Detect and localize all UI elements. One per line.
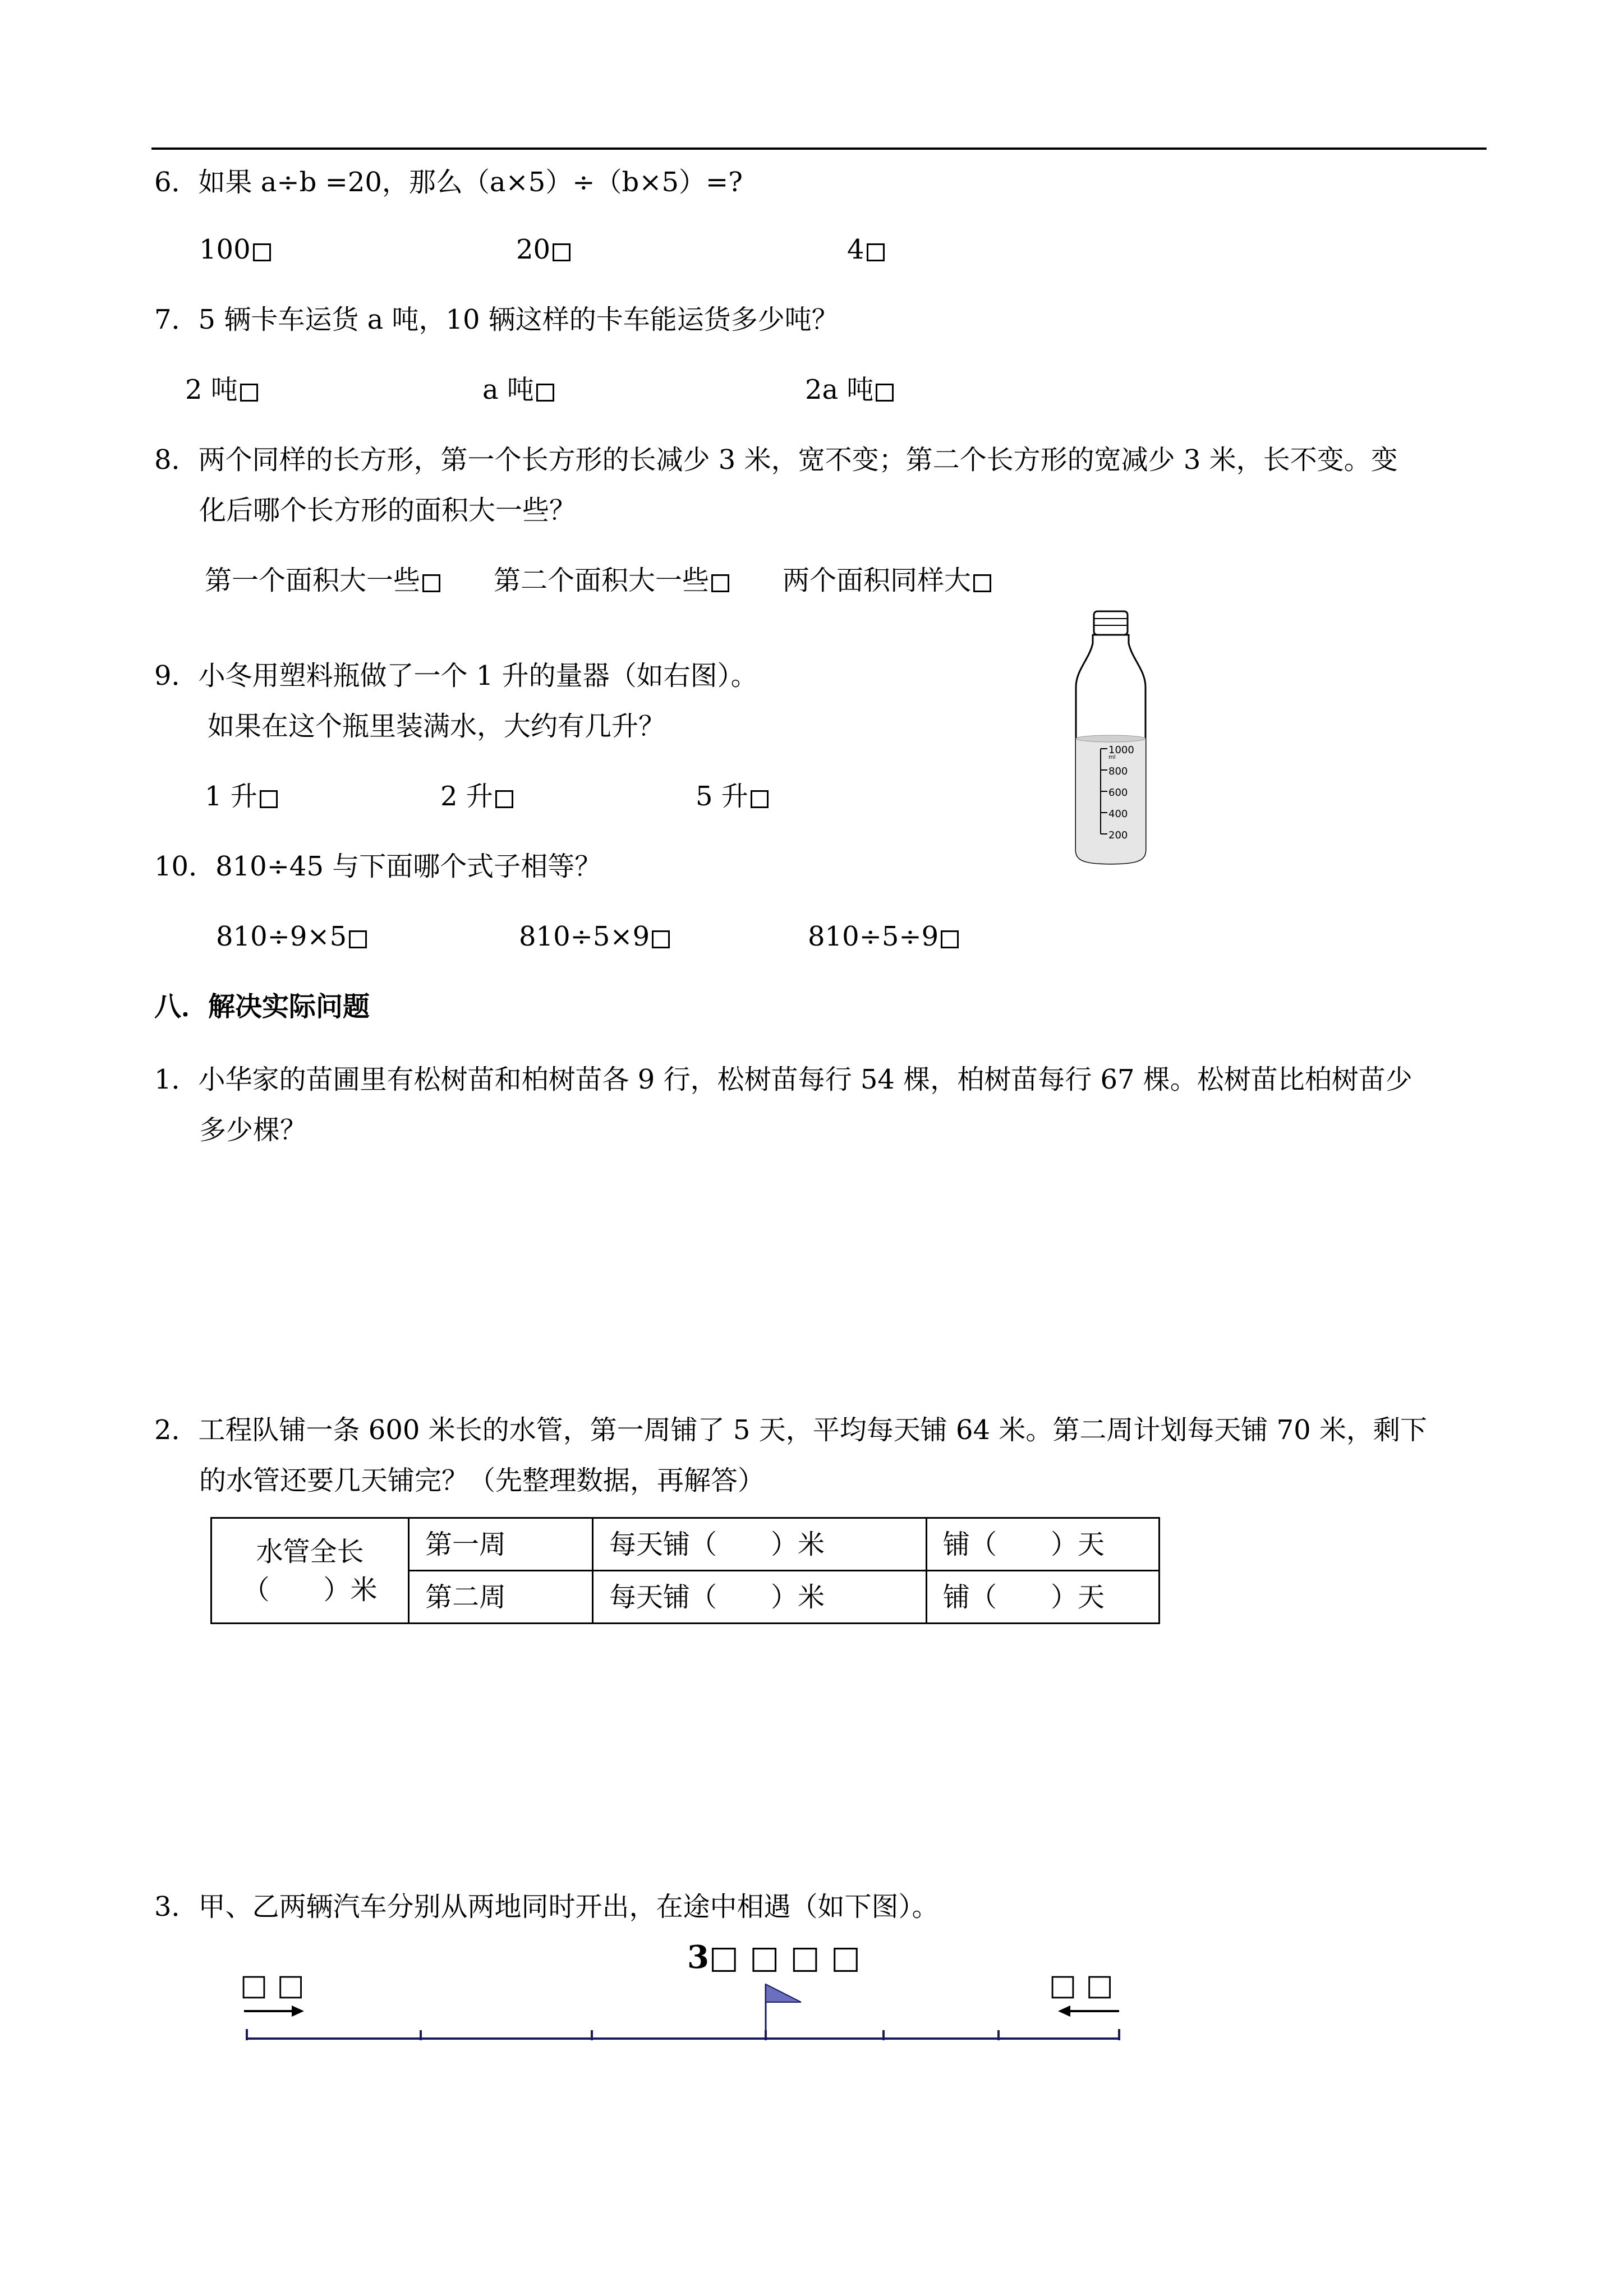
scale-label: 600 xyxy=(1108,787,1128,799)
question-6-stem: 6．如果 a÷b =20，那么（a×5）÷（b×5）=? xyxy=(154,167,743,198)
q7-option-a[interactable] xyxy=(185,373,258,407)
checkbox[interactable] xyxy=(253,243,271,261)
option-label: 2 升 xyxy=(440,781,493,812)
option-label: 20 xyxy=(516,234,551,265)
option-label: 两个面积同样大 xyxy=(783,565,972,596)
cell-blank: （ ）米 xyxy=(242,1574,378,1606)
q10-option-b[interactable] xyxy=(519,920,670,953)
days-cell[interactable]: 铺（ ）天 xyxy=(927,1518,1160,1571)
option-label: 810÷5×9 xyxy=(519,921,650,952)
checkbox[interactable] xyxy=(973,574,991,592)
section-8-title: 八．解决实际问题 xyxy=(154,991,370,1022)
left-car-label: □ □ xyxy=(240,1968,305,2002)
week-cell: 第二周 xyxy=(409,1571,593,1624)
daily-cell[interactable]: 每天铺（ ）米 xyxy=(593,1518,927,1571)
scale-label: 400 xyxy=(1108,808,1128,820)
option-label: a 吨 xyxy=(482,374,534,405)
scale-label: 200 xyxy=(1108,829,1128,841)
cell-label: 水管全长 xyxy=(256,1536,364,1567)
option-label: 2a 吨 xyxy=(805,374,874,405)
option-label: 第一个面积大一些 xyxy=(205,565,421,596)
problem-1-stem-line1: 1．小华家的苗圃里有松树苗和柏树苗各 9 行，松树苗每行 54 棵，柏树苗每行 67 棵。松树苗比柏树苗少 xyxy=(154,1064,1413,1095)
q8-option-b[interactable] xyxy=(494,564,729,597)
problem-1-stem-line2: 多少棵？ xyxy=(199,1114,307,1146)
question-8-stem-line1: 8．两个同样的长方形，第一个长方形的长减少 3 米，宽不变；第二个长方形的宽减少 3 米，长不变。变 xyxy=(154,444,1398,476)
option-label: 810÷5÷9 xyxy=(808,921,939,952)
checkbox[interactable] xyxy=(260,790,278,808)
q9-option-a[interactable] xyxy=(205,780,278,813)
checkbox[interactable] xyxy=(495,790,513,808)
question-8-stem-line2: 化后哪个长方形的面积大一些？ xyxy=(199,495,577,526)
q7-option-b[interactable] xyxy=(482,373,554,407)
q8-option-c[interactable] xyxy=(783,564,991,597)
total-length-cell[interactable] xyxy=(211,1518,409,1624)
option-label: 2 吨 xyxy=(185,374,238,405)
daily-cell[interactable]: 每天铺（ ）米 xyxy=(593,1571,927,1624)
data-table xyxy=(210,1517,1160,1624)
table-row xyxy=(211,1518,1160,1571)
problem-3-stem: 3．甲、乙两辆汽车分别从两地同时开出，在途中相遇（如下图）。 xyxy=(154,1891,939,1922)
question-7-stem: 7．5 辆卡车运货 a 吨，10 辆这样的卡车能运货多少吨？ xyxy=(154,304,839,335)
option-label: 1 升 xyxy=(205,781,257,812)
scale-unit: ml xyxy=(1108,754,1116,760)
checkbox[interactable] xyxy=(536,384,554,402)
question-10-stem: 10．810÷45 与下面哪个式子相等？ xyxy=(154,851,602,882)
checkbox[interactable] xyxy=(553,243,571,261)
q10-option-a[interactable] xyxy=(216,920,367,953)
question-9-stem-line1: 9．小冬用塑料瓶做了一个 1 升的量器（如右图）。 xyxy=(154,660,758,691)
q9-option-c[interactable] xyxy=(696,780,769,813)
bottle-cap xyxy=(1094,611,1128,635)
checkbox[interactable] xyxy=(867,243,885,261)
scale-label: 1000 xyxy=(1108,744,1134,756)
right-car-label: □ □ xyxy=(1049,1968,1114,2002)
option-label: 100 xyxy=(199,234,251,265)
checkbox[interactable] xyxy=(751,790,769,808)
meeting-diagram xyxy=(236,1940,1133,2053)
q7-option-c[interactable] xyxy=(805,373,894,407)
q6-option-a[interactable] xyxy=(199,233,271,266)
q6-option-b[interactable] xyxy=(516,233,571,266)
days-cell[interactable]: 铺（ ）天 xyxy=(927,1571,1160,1624)
problem-2-stem-line2: 的水管还要几天铺完？（先整理数据，再解答） xyxy=(199,1465,765,1496)
q10-option-c[interactable] xyxy=(808,920,959,953)
checkbox[interactable] xyxy=(349,930,367,948)
measuring-bottle-figure xyxy=(1066,608,1156,866)
flag-icon xyxy=(766,1984,801,2002)
option-label: 810÷9×5 xyxy=(216,921,347,952)
checkbox[interactable] xyxy=(876,384,894,402)
option-label: 4 xyxy=(847,234,864,265)
scale-label: 800 xyxy=(1108,766,1128,777)
arrow-head xyxy=(1058,2005,1070,2017)
checkbox[interactable] xyxy=(422,574,440,592)
header-rule xyxy=(151,147,1487,150)
arrow-head xyxy=(292,2005,304,2017)
problem-2-stem-line1: 2．工程队铺一条 600 米长的水管，第一周铺了 5 天，平均每天铺 64 米。第二周计划每天铺 70 米，剩下 xyxy=(154,1414,1427,1446)
distance-label: 3□ □ □ □ xyxy=(687,1939,861,1976)
question-9-stem-line2: 如果在这个瓶里装满水，大约有几升？ xyxy=(208,711,666,742)
q9-option-b[interactable] xyxy=(440,780,513,813)
checkbox[interactable] xyxy=(652,930,670,948)
q6-option-c[interactable] xyxy=(847,233,885,266)
option-label: 第二个面积大一些 xyxy=(494,565,710,596)
checkbox[interactable] xyxy=(240,384,258,402)
week-cell: 第一周 xyxy=(409,1518,593,1571)
checkbox[interactable] xyxy=(941,930,959,948)
option-label: 5 升 xyxy=(696,781,748,812)
q8-option-a[interactable] xyxy=(205,564,440,597)
checkbox[interactable] xyxy=(711,574,729,592)
